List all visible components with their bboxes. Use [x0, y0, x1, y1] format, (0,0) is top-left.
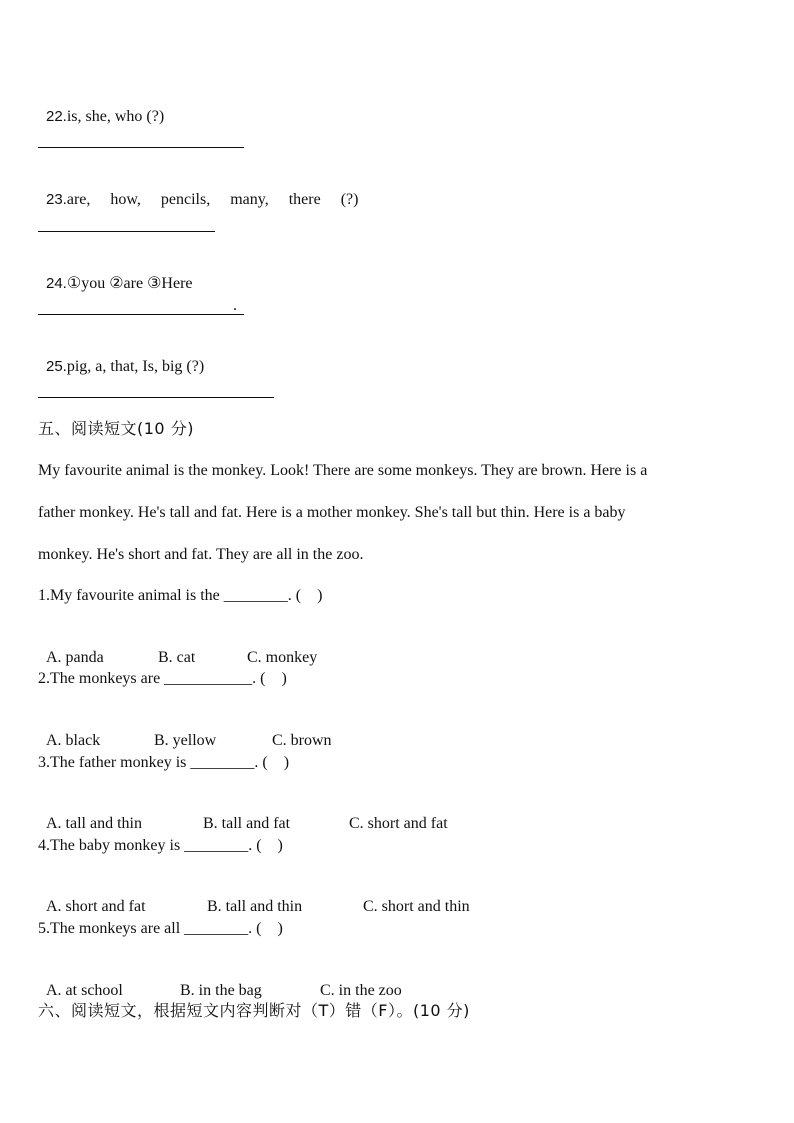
passage-line-3: monkey. He's short and fat. They are all in the zoo. — [38, 546, 364, 563]
question-number: 25. — [46, 358, 67, 375]
option-c[interactable]: C. monkey — [247, 649, 318, 666]
question-text: are, how, pencils, many, there (?) — [66, 191, 359, 208]
mc-question-4: 4.The baby monkey is ________. ( ) — [38, 837, 283, 854]
section-5-title: 五、阅读短文(10 分) — [38, 419, 194, 438]
mc-options-1 — [38, 628, 317, 668]
passage-line-1: My favourite animal is the monkey. Look! There are some monkeys. They are brown. Here is a — [38, 462, 648, 479]
option-c[interactable]: C. short and thin — [363, 898, 470, 915]
answer-line-22[interactable] — [38, 147, 244, 148]
option-b[interactable]: B. in the bag — [180, 982, 262, 999]
mc-options-5 — [38, 961, 402, 1001]
question-number: 23. — [46, 191, 67, 208]
question-22 — [38, 87, 164, 127]
question-text: pig, a, that, Is, big (?) — [66, 358, 205, 375]
mc-question-2: 2.The monkeys are ___________. ( ) — [38, 670, 287, 687]
question-text: is, she, who (?) — [66, 108, 165, 125]
section-6-title: 六、阅读短文，根据短文内容判断对（T）错（F）。(10 分) — [38, 1001, 470, 1020]
option-c[interactable]: C. in the zoo — [320, 982, 402, 999]
question-24 — [38, 254, 193, 294]
answer-line-24[interactable] — [38, 314, 244, 315]
mc-options-4 — [38, 877, 470, 917]
answer-line-23[interactable] — [38, 231, 215, 232]
question-23 — [38, 170, 358, 210]
mc-options-2 — [38, 711, 332, 751]
option-a[interactable]: A. at school — [46, 982, 123, 999]
question-number: 24. — [46, 275, 67, 292]
question-number: 22. — [46, 108, 67, 125]
option-b[interactable]: B. tall and thin — [207, 898, 303, 915]
mc-question-1: 1.My favourite animal is the ________. ( ) — [38, 587, 323, 604]
answer-line-25[interactable] — [38, 397, 274, 398]
mc-question-3: 3.The father monkey is ________. ( ) — [38, 754, 290, 771]
option-b[interactable]: B. yellow — [154, 732, 217, 749]
option-a[interactable]: A. black — [46, 732, 101, 749]
option-b[interactable]: B. cat — [158, 649, 196, 666]
option-b[interactable]: B. tall and fat — [203, 815, 291, 832]
end-punctuation: . — [233, 297, 237, 314]
option-c[interactable]: C. brown — [272, 732, 332, 749]
mc-options-3 — [38, 794, 448, 834]
question-25 — [38, 337, 204, 377]
option-a[interactable]: A. short and fat — [46, 898, 146, 915]
question-text: ①you ②are ③Here — [66, 275, 193, 292]
mc-question-5: 5.The monkeys are all ________. ( ) — [38, 920, 283, 937]
option-a[interactable]: A. tall and thin — [46, 815, 142, 832]
passage-line-2: father monkey. He's tall and fat. Here is a mother monkey. She's tall but thin. Here is a baby — [38, 504, 626, 521]
option-a[interactable]: A. panda — [46, 649, 104, 666]
option-c[interactable]: C. short and fat — [349, 815, 448, 832]
